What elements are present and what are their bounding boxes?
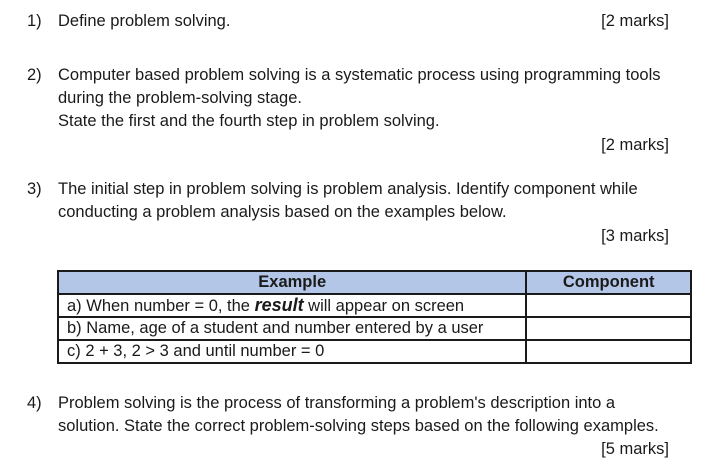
question-marks: [2 marks] <box>601 136 669 154</box>
header-example: Example <box>58 271 526 294</box>
example-cell: b) Name, age of a student and number entered by a user <box>58 317 526 340</box>
component-cell[interactable] <box>526 294 691 317</box>
example-component-table <box>57 270 692 364</box>
question-text-line: Computer based problem solving is a systematic process using programming tools <box>58 66 661 84</box>
question-marks: [2 marks] <box>601 12 669 30</box>
example-cell: c) 2 + 3, 2 > 3 and until number = 0 <box>58 340 526 363</box>
header-component: Component <box>526 271 691 294</box>
example-emphasis: result <box>254 295 304 315</box>
question-marks: [3 marks] <box>601 227 669 245</box>
table-row <box>58 294 691 317</box>
example-text: a) When number = 0, the <box>67 297 255 315</box>
example-text: will appear on screen <box>303 297 465 315</box>
table-row <box>58 317 691 340</box>
question-marks: [5 marks] <box>601 440 669 458</box>
question-text-line: Problem solving is the process of transforming a problem's description into a <box>58 394 616 412</box>
question-text-line: State the first and the fourth step in problem solving. <box>58 112 440 130</box>
component-cell[interactable] <box>526 317 691 340</box>
question-text-line: The initial step in problem solving is problem analysis. Identify component while <box>58 180 638 198</box>
question-text-line: Define problem solving. <box>58 12 231 30</box>
example-cell <box>58 294 526 317</box>
question-number: 1) <box>27 12 42 30</box>
question-number: 2) <box>27 66 42 84</box>
question-number: 3) <box>27 180 42 198</box>
question-text-line: conducting a problem analysis based on the examples below. <box>58 203 507 221</box>
question-text-line: during the problem-solving stage. <box>58 89 302 107</box>
question-text-line: solution. State the correct problem-solving steps based on the following examples. <box>58 417 659 435</box>
table-row <box>58 340 691 363</box>
table-header-row <box>58 271 691 294</box>
question-number: 4) <box>27 394 42 412</box>
component-cell[interactable] <box>526 340 691 363</box>
